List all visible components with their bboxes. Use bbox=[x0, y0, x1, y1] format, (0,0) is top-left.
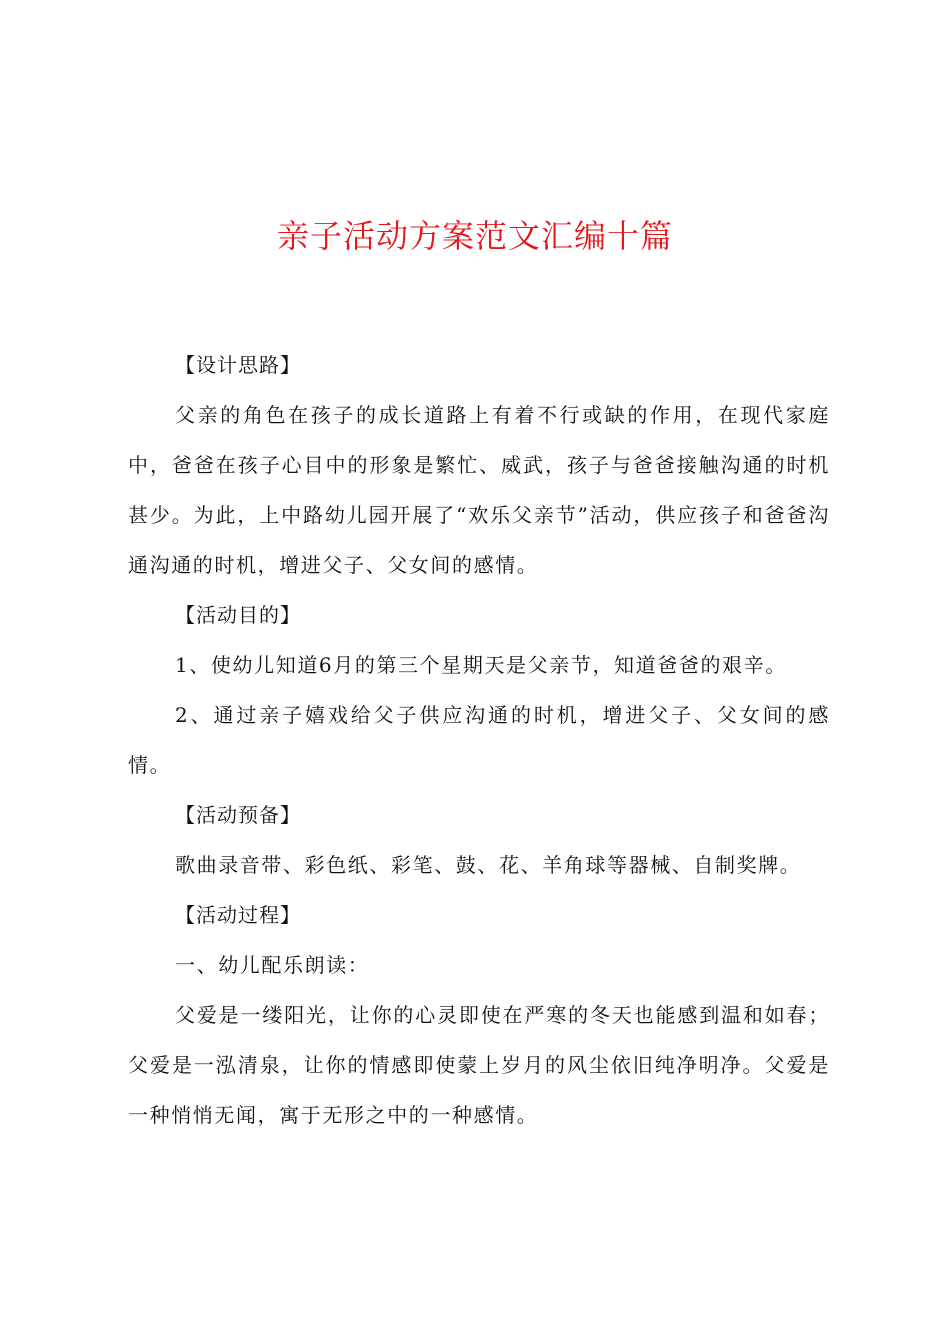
document-title: 亲子活动方案范文汇编十篇 bbox=[276, 217, 673, 255]
section-heading-process: 【活动过程】 bbox=[175, 903, 301, 927]
paragraph-design-idea: 父亲的角色在孩子的成长道路上有着不行或缺的作用，在现代家庭中，爸爸在孩子心目中的形象是繁忙、威武，孩子与爸爸接触沟通的时机甚少。为此，上中路幼儿园开展了“欢乐父亲节”活动，供应孩子和爸爸沟通沟通的时机，增进父子、父女间的感情。 bbox=[128, 403, 830, 577]
paragraph-reading-text: 父爱是一缕阳光，让你的心灵即使在严寒的冬天也能感到温和如春；父爱是一泓清泉，让你的情感即使蒙上岁月的风尘依旧纯净明净。父爱是一种悄悄无闻，寓于无形之中的一种感情。 bbox=[128, 1003, 830, 1127]
section-heading-design-idea: 【设计思路】 bbox=[175, 353, 301, 377]
section-heading-activity-goal: 【活动目的】 bbox=[175, 603, 301, 627]
section-heading-preparation: 【活动预备】 bbox=[175, 803, 301, 827]
paragraph-preparation: 歌曲录音带、彩色纸、彩笔、鼓、花、羊角球等器械、自制奖牌。 bbox=[175, 853, 802, 877]
list-item-goal-2: 2、通过亲子嬉戏给父子供应沟通的时机，增进父子、父女间的感情。 bbox=[128, 703, 830, 777]
document-body bbox=[128, 340, 830, 1140]
subheading-reading: 一、幼儿配乐朗读： bbox=[175, 953, 370, 977]
list-item-goal-1: 1、使幼儿知道6月的第三个星期天是父亲节，知道爸爸的艰辛。 bbox=[175, 653, 787, 677]
